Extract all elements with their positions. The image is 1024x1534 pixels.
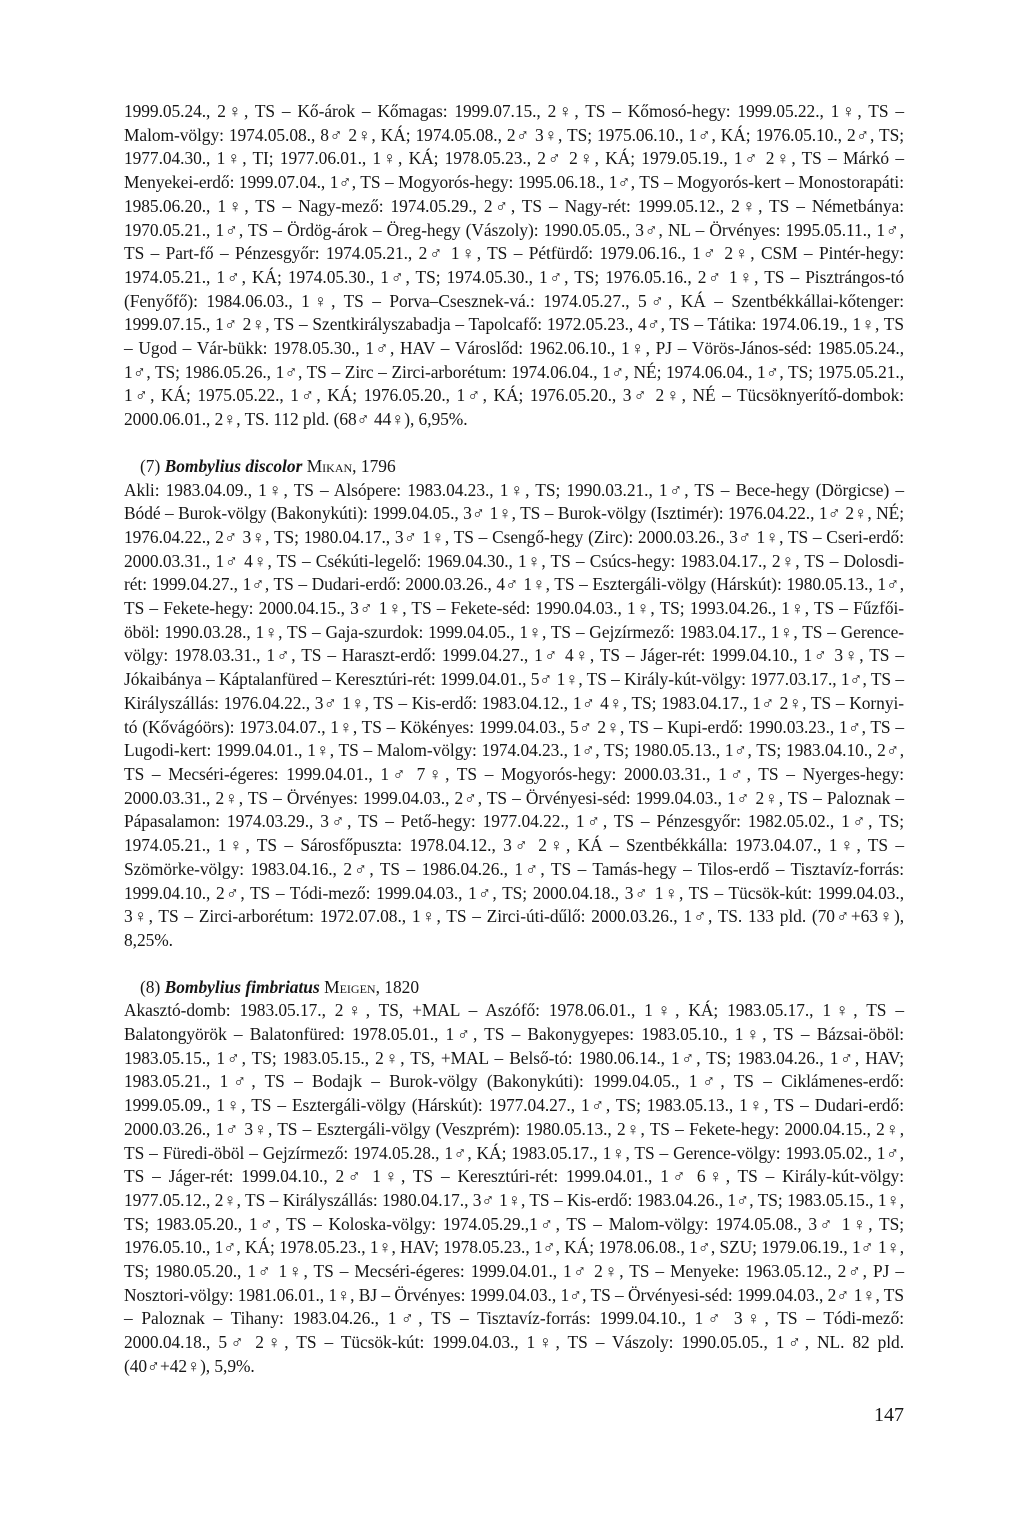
species-heading xyxy=(140,455,904,479)
species-author: Mikan xyxy=(306,455,353,476)
species-author: Meigen xyxy=(324,976,376,997)
species-year: , 1796 xyxy=(352,455,396,476)
species-name: Bombylius fimbriatus xyxy=(164,976,320,997)
species-entry-bombylius-fimbriatus xyxy=(124,976,904,1379)
intro-paragraph: 1999.05.24., 2♀, TS – Kő-árok – Kőmagas: 1999.07.15., 2♀, TS – Kőmosó-hegy: 1999.05.22., 1♀, TS – Malom-völgy: 1974.05.08., 8♂ 2♀, KÁ; 1974.05.08., 2♂ 3♀, TS; 1975.06.10., 1♂, KÁ; 1976.05.10., 2♂, TS; 1977.04.30., 1♀, TI; 1977.06.01., 1♀, KÁ; 1978.05.23., 2♂ 2♀, KÁ; 1979.05.19., 1♂ 2♀, TS – Márkó – Menyekei-erdő: 1999.07.04., 1♂, TS – Mogyorós-hegy: 1995.06.18., 1♂, TS – Mogyorós-kert – Monostorapáti: 1985.06.20., 1♀, TS – Nagy-mező: 1974.05.29., 2♂, TS – Nagy-rét: 1999.05.12., 2♀, TS – Németbánya: 1970.05.21., 1♂, TS – Ördög-árok – Öreg-hegy (Vászoly): 1990.05.05., 3♂, NL – Örvényes: 1995.05.11., 1♂, TS – Part-fő – Pénzesgyőr: 1974.05.21., 2♂ 1♀, TS – Pétfürdő: 1979.06.16., 1♂ 2♀, CSM – Pintér-hegy: 1974.05.21., 1♂, KÁ; 1974.05.30., 1♂, TS; 1974.05.30., 1♂, TS; 1976.05.16., 2♂ 1♀, TS – Pisztrángos-tó (Fenyőfő): 1984.06.03., 1♀, TS – Porva–Csesznek-vá.: 1974.05.27., 5♂, KÁ – Szentbékkállai-kőtenger: 1999.07.15., 1♂ 2♀, TS – Szentkirályszabadja – Tapolcafő: 1972.05.23., 4♂, TS – Tátika: 1974.06.19., 1♀, TS – Ugod – Vár-bükk: 1978.05.30., 1♂, HAV – Városlőd: 1962.06.10., 1♀, PJ – Vörös-János-séd: 1985.05.24., 1♂, TS; 1986.05.26., 1♂, TS – Zirc – Zirci-arborétum: 1974.06.04., 1♂, NÉ; 1974.06.04., 1♂, TS; 1975.05.21., 1♂, KÁ; 1975.05.22., 1♂, KÁ; 1976.05.20., 1♂, KÁ; 1976.05.20., 3♂ 2♀, NÉ – Tücsöknyerítő-dombok: 2000.06.01., 2♀, TS. 112 pld. (68♂ 44♀), 6,95%. xyxy=(124,101,904,430)
species-entry-bombylius-discolor xyxy=(124,455,904,953)
species-records: Akli: 1983.04.09., 1♀, TS – Alsópere: 1983.04.23., 1♀, TS; 1990.03.21., 1♂, TS – Bece-hegy (Dörgicse) – Bódé – Burok-völgy (Bakonykúti): 1999.04.05., 3♂ 1♀, TS – Burok-völgy (Isztimér): 1976.04.22., 1♂ 2♀, NÉ; 1976.04.22., 2♂ 3♀, TS; 1980.04.17., 3♂ 1♀, TS – Csengő-hegy (Zirc): 2000.03.26., 3♂ 1♀, TS – Cseri-erdő: 2000.03.31., 1♂ 4♀, TS – Csékúti-legelő: 1969.04.30., 1♀, TS – Csúcs-hegy: 1983.04.17., 2♀, TS – Dolosdi-rét: 1999.04.27., 1♂, TS – Dudari-erdő: 2000.03.26., 4♂ 1♀, TS – Esztergáli-völgy (Hárskút): 1980.05.13., 1♂, TS – Fekete-hegy: 2000.04.15., 3♂ 1♀, TS – Fekete-séd: 1990.04.03., 1♀, TS; 1993.04.26., 1♀, TS – Fűzfői-öböl: 1990.03.28., 1♀, TS – Gaja-szurdok: 1999.04.05., 1♀, TS – Gejzírmező: 1983.04.17., 1♀, TS – Gerence-völgy: 1978.03.31., 1♂, TS – Haraszt-erdő: 1999.04.27., 1♂ 4♀, TS – Jáger-rét: 1999.04.10., 1♂ 3♀, TS – Jókaibánya – Káptalanfüred – Keresztúri-rét: 1999.04.01., 5♂ 1♀, TS – Király-kút-völgy: 1977.03.17., 1♂, TS – Királyszállás: 1976.04.22., 3♂ 1♀, TS – Kis-erdő: 1983.04.12., 1♂ 4♀, TS; 1983.04.17., 1♂ 2♀, TS – Kornyi-tó (Kővágóörs): 1973.04.07., 1♀, TS – Kökényes: 1999.04.03., 5♂ 2♀, TS – Kupi-erdő: 1990.03.23., 1♂, TS – Lugodi-kert: 1999.04.01., 1♀, TS – Malom-völgy: 1974.04.23., 1♂, TS; 1980.05.13., 1♂, TS; 1983.04.10., 2♂, TS – Mecséri-égeres: 1999.04.01., 1♂ 7♀, TS – Mogyorós-hegy: 2000.03.31., 1♂, TS – Nyerges-hegy: 2000.03.31., 2♀, TS – Örvényes: 1999.04.03., 2♂, TS – Örvényesi-séd: 1999.04.03., 1♂ 2♀, TS – Paloznak – Pápasalamon: 1974.03.29., 3♂, TS – Pető-hegy: 1977.04.22., 1♂, TS – Pénzesgyőr: 1982.05.02., 1♂, TS; 1974.05.21., 1♀, TS – Sárosfőpuszta: 1978.04.12., 3♂ 2♀, KÁ – Szentbékkálla: 1973.04.07., 1♀, TS – Szömörke-völgy: 1983.04.16., 2♂, TS – 1986.04.26., 1♂, TS – Tamás-hegy – Tilos-erdő – Tisztavíz-forrás: 1999.04.10., 2♂, TS – Tódi-mező: 1999.04.03., 1♂, TS; 2000.04.18., 3♂ 1♀, TS – Tücsök-kút: 1999.04.03., 3♀, TS – Zirci-arborétum: 1972.07.08., 1♀, TS – Zirci-úti-dűlő: 2000.03.26., 1♂, TS. 133 pld. (70♂+63♀), 8,25%. xyxy=(124,479,904,950)
species-number: (7) xyxy=(140,455,161,476)
page-number: 147 xyxy=(874,1404,904,1426)
page-content xyxy=(124,100,904,1379)
species-records: Akasztó-domb: 1983.05.17., 2♀, TS, +MAL – Aszófő: 1978.06.01., 1♀, KÁ; 1983.05.17., 1♀, TS – Balatongyörök – Balatonfüred: 1978.05.01., 1♂, TS – Bakonygyepes: 1983.05.10., 1♀, TS – Bázsai-öböl: 1983.05.15., 1♂, TS; 1983.05.15., 2♀, TS, +MAL – Belső-tó: 1980.06.14., 1♂, TS; 1983.04.26., 1♂, HAV; 1983.05.21., 1♂, TS – Bodajk – Burok-völgy (Bakonykúti): 1999.04.05., 1♂, TS – Ciklámenes-erdő: 1999.05.09., 1♀, TS – Esztergáli-völgy (Hárskút): 1977.04.27., 1♂, TS; 1983.05.13., 1♀, TS – Dudari-erdő: 2000.03.26., 1♂ 3♀, TS – Esztergáli-völgy (Veszprém): 1980.05.13., 2♀, TS – Fekete-hegy: 2000.04.15., 2♀, TS – Füredi-öböl – Gejzírmező: 1974.05.28., 1♂, KÁ; 1983.05.17., 1♀, TS – Gerence-völgy: 1993.05.02., 1♂, TS – Jáger-rét: 1999.04.10., 2♂ 1♀, TS – Keresztúri-rét: 1999.04.01., 1♂ 6♀, TS – Király-kút-völgy: 1977.05.12., 2♀, TS – Királyszállás: 1980.04.17., 3♂ 1♀, TS – Kis-erdő: 1983.04.26., 1♂, TS; 1983.05.15., 1♀, TS; 1983.05.20., 1♂, TS – Koloska-völgy: 1974.05.29.,1♂, TS – Malom-völgy: 1974.05.08., 3♂ 1♀, TS; 1976.05.10., 1♂, KÁ; 1978.05.23., 1♀, HAV; 1978.05.23., 1♂, KÁ; 1978.06.08., 1♂, SZU; 1979.06.19., 1♂ 1♀, TS; 1980.05.20., 1♂ 1♀, TS – Mecséri-égeres: 1999.04.01., 1♂ 2♀, TS – Menyeke: 1963.05.12., 2♂, PJ – Nosztori-völgy: 1981.06.01., 1♀, BJ – Örvényes: 1999.04.03., 1♂, TS – Örvényesi-séd: 1999.04.03., 2♂ 1♀, TS – Paloznak – Tihany: 1983.04.26., 1♂, TS – Tisztavíz-forrás: 1999.04.10., 1♂ 3♀, TS – Tódi-mező: 2000.04.18., 5♂ 2♀, TS – Tücsök-kút: 1999.04.03., 1♀, TS – Vászoly: 1990.05.05., 1♂, NL. 82 pld. (40♂+42♀), 5,9%. xyxy=(124,1000,904,1376)
species-heading xyxy=(140,976,904,1000)
species-name: Bombylius discolor xyxy=(164,455,303,476)
species-number: (8) xyxy=(140,976,161,997)
species-year: , 1820 xyxy=(375,976,420,997)
